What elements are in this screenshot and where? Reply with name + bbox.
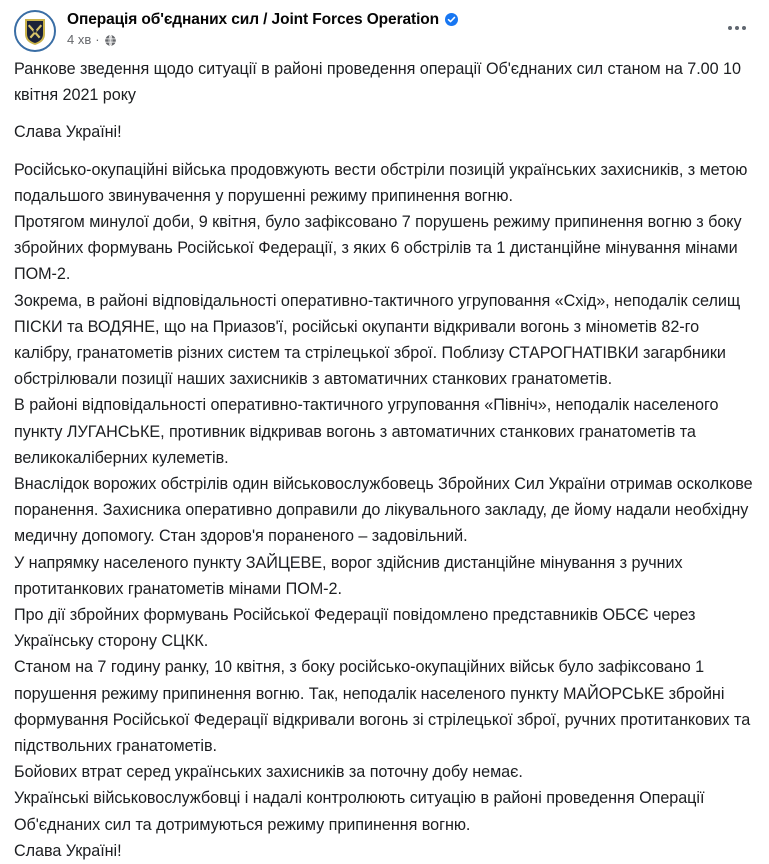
post-meta-row	[67, 32, 458, 48]
menu-dot	[735, 26, 739, 30]
post-paragraph: Слава Україні!	[14, 841, 122, 860]
post-paragraph: Станом на 7 годину ранку, 10 квітня, з боку російсько-окупаційних військ було зафіксовано 1 порушення режиму припинення вогню. Так, неподалік населеного пункту МАЙОРСЬКЕ збройні формування Російської Федерації відкривали вогонь зі стрілецької зброї, ручних протитанкових та підствольних гранатометів.	[14, 658, 751, 756]
post-paragraph: Протягом минулої доби, 9 квітня, було зафіксовано 7 порушень режиму припинення вогню з боку збройних формувань Російської Федерації, з яких 6 обстрілів та 1 дистанційне мінування мінами ПОМ-2.	[14, 213, 742, 284]
post-paragraph: У напрямку населеного пункту ЗАЙЦЕВЕ, ворог здійснив дистанційне мінування з ручних протитанкових гранатометів мінами ПОМ-2.	[14, 553, 683, 598]
post-paragraph: Бойових втрат серед українських захисників за поточну добу немає.	[14, 763, 523, 782]
post-paragraph: Слава Україні!	[14, 123, 122, 142]
menu-dot	[742, 26, 746, 30]
post-paragraph: Українські військовослужбовці і надалі контролюють ситуацію в районі проведення Операції Об'єднаних сил та дотримуються режиму припинення вогню.	[14, 789, 705, 834]
post-paragraph: Ранкове зведення щодо ситуації в районі проведення операції Об'єднаних сил станом на 7.00 10 квітня 2021 року	[14, 60, 741, 105]
globe-icon[interactable]	[104, 34, 117, 47]
post-paragraph: Зокрема, в районі відповідальності оперативно-тактичного угруповання «Схід», неподалік селищ ПІСКИ та ВОДЯНЕ, що на Приазов'ї, російські окупанти відкривали вогонь з мінометів 82-го калібру, гранатометів різних систем та стрілецької зброї. Поблизу СТАРОГНАТІВКИ загарбники обстрілювали позиції наших захисників з автоматичних станкових гранатометів.	[14, 291, 741, 389]
page-name[interactable]: Операція об'єднаних сил / Joint Forces Operation	[67, 11, 440, 28]
post-timestamp[interactable]: 4 хв	[67, 32, 92, 47]
post-header	[0, 0, 769, 56]
post-paragraph: Російсько-окупаційні війська продовжують вести обстріли позицій українських захисників, з метою подальшого звинувачення у порушенні режиму припинення вогню.	[14, 160, 748, 205]
post-paragraph: Про дії збройних формувань Російської Федерації повідомлено представників ОБСЄ через Українську сторону СЦКК.	[14, 606, 696, 651]
verified-badge-icon	[445, 13, 458, 26]
more-options-icon[interactable]	[722, 13, 752, 43]
joint-forces-operation-emblem-icon	[18, 14, 52, 48]
post-paragraph: В районі відповідальності оперативно-тактичного угруповання «Північ», неподалік населеного пункту ЛУГАНСЬКЕ, противник відкривав вогонь з автоматичних станкових гранатометів та великокаліберних кулеметів.	[14, 396, 719, 467]
post-author-block	[67, 9, 458, 48]
post-paragraph: Внаслідок ворожих обстрілів один військовослужбовець Збройних Сил України отримав осколкове поранення. Захисника оперативно доправили до лікувального закладу, де йому надали необхідну медичну допомогу. Стан здоров'я пораненого – задовільний.	[14, 475, 753, 546]
avatar[interactable]	[14, 10, 56, 52]
meta-separator: ·	[95, 32, 100, 47]
menu-dot	[728, 26, 732, 30]
page-name-row	[67, 10, 458, 29]
